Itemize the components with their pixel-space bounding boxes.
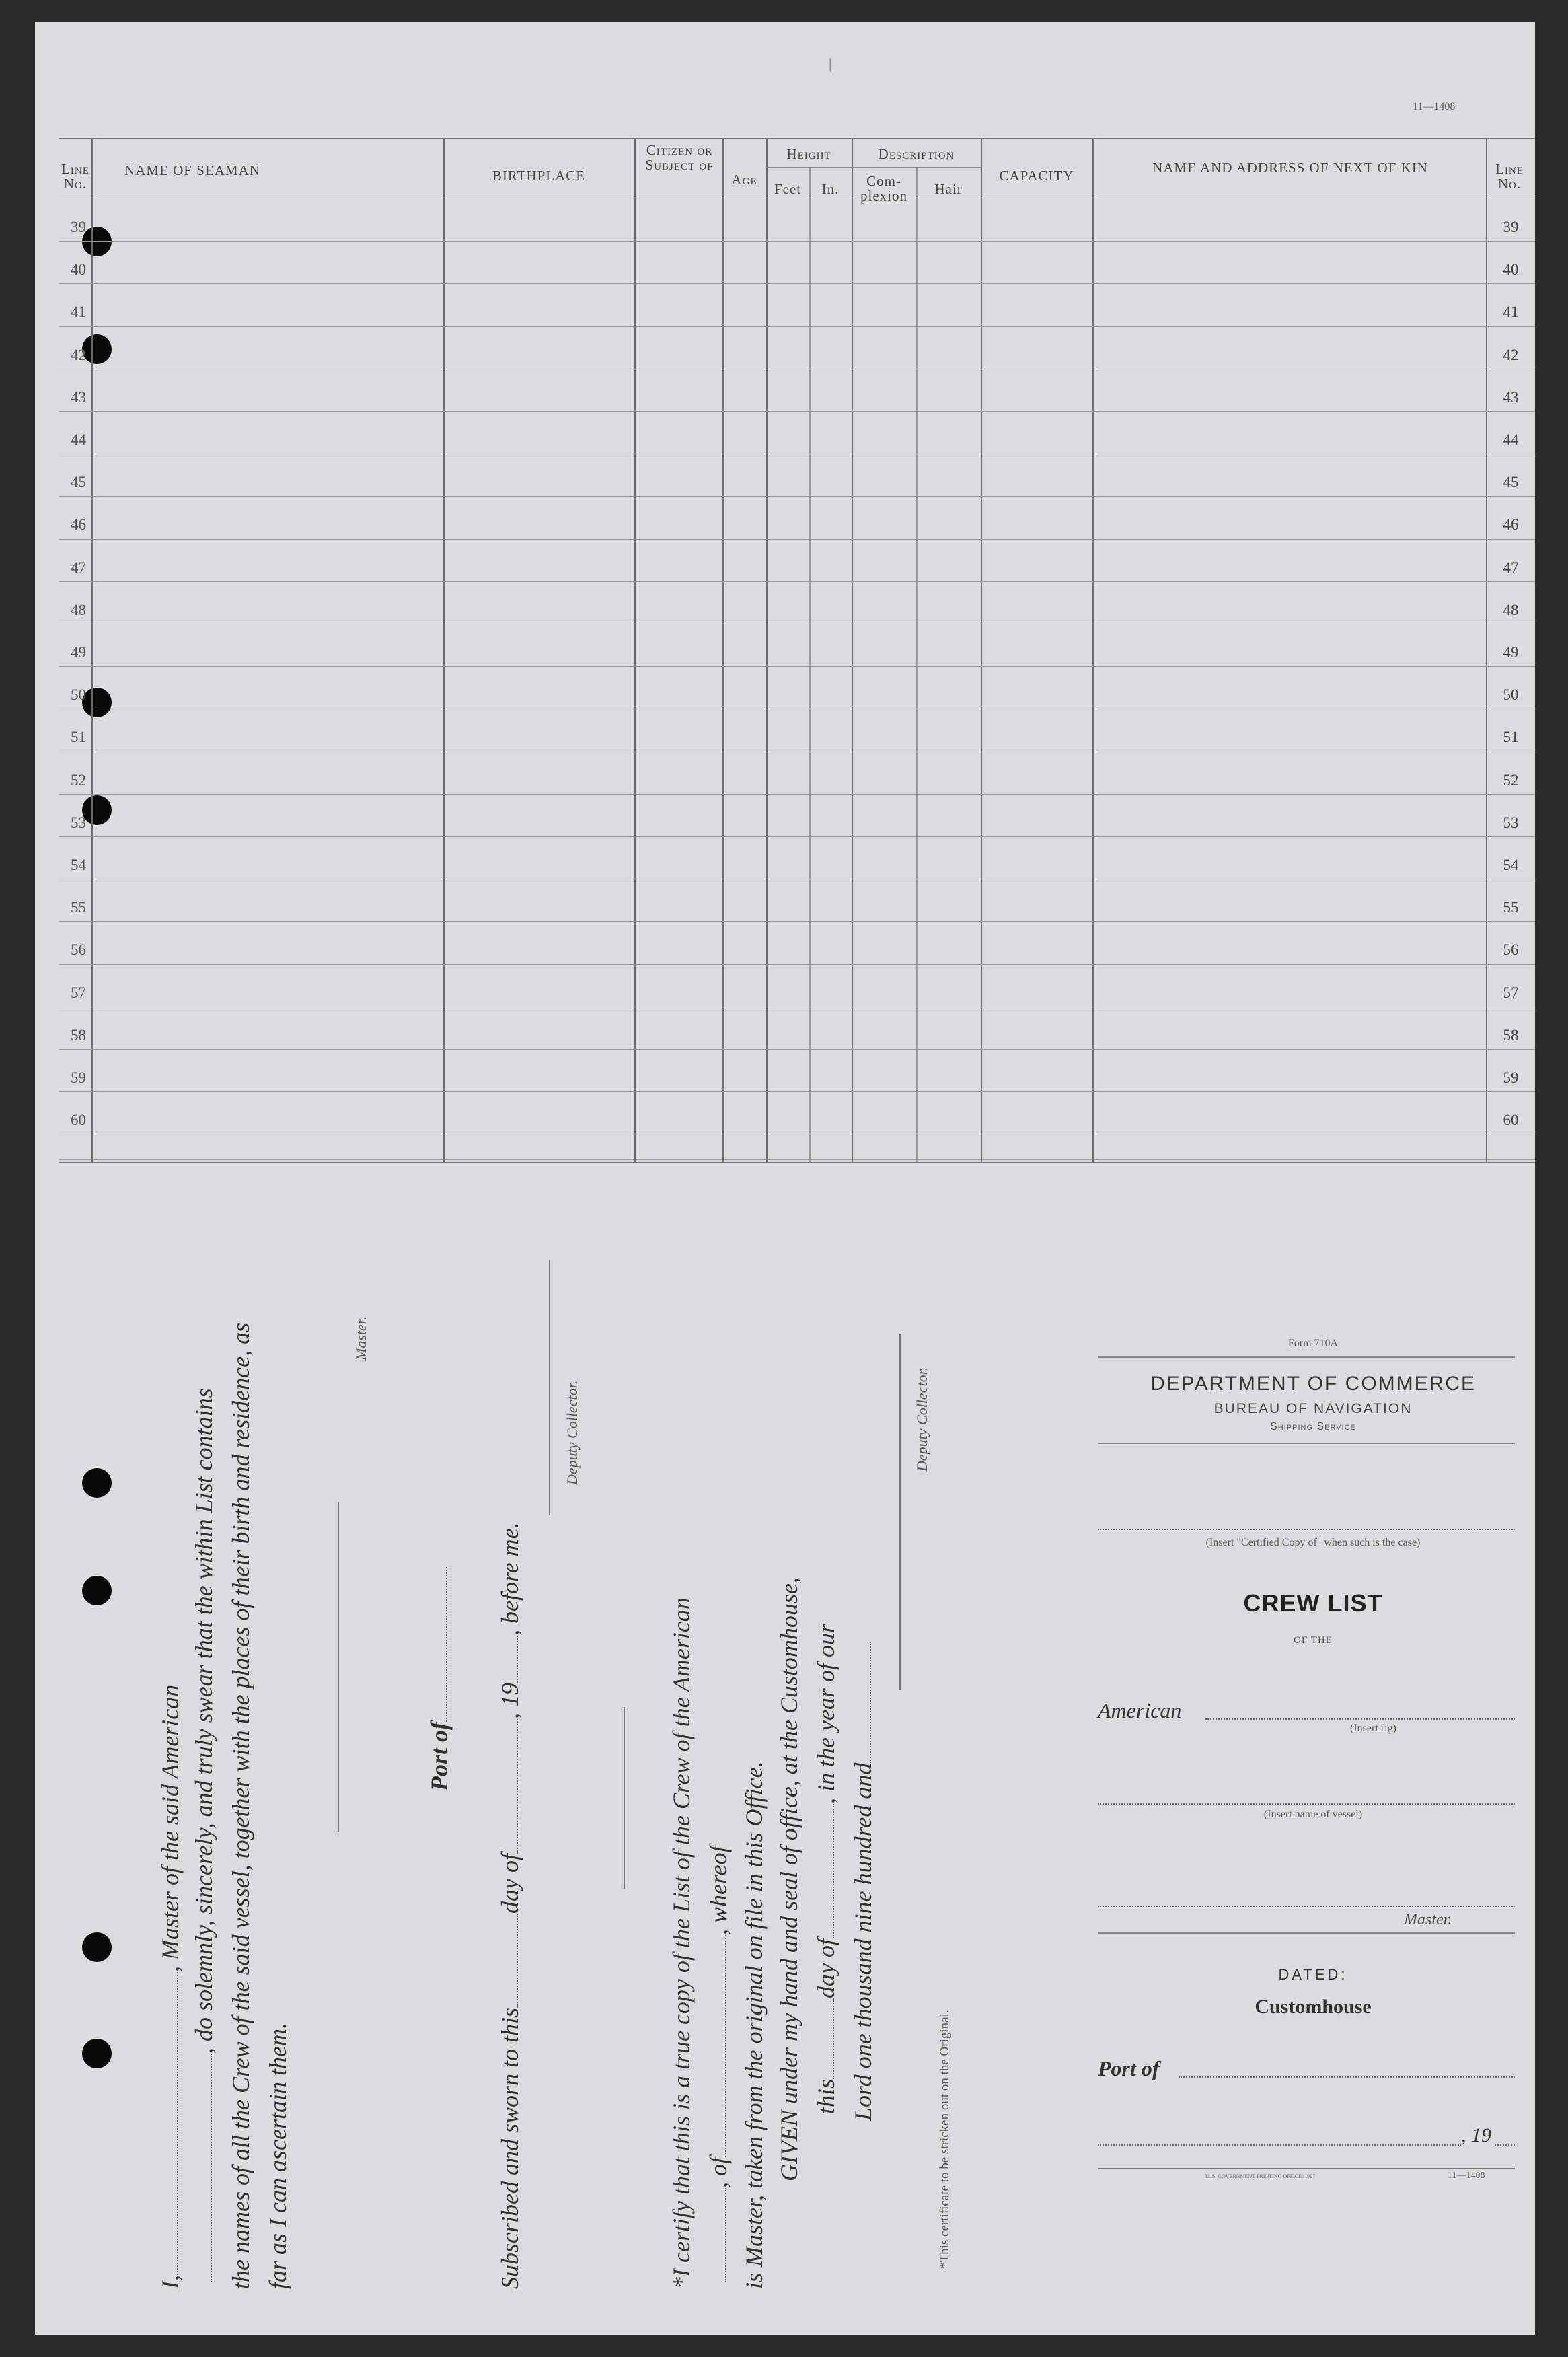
subscribed-year: , 19 [496,1682,523,1719]
table-row [59,283,1535,284]
header-complexion: Com-plexion [860,173,907,204]
row-number-right: 43 [1503,388,1519,406]
certify-whereof: , whereof [705,1846,732,1935]
port-of-label [425,1567,453,1791]
table-row [59,836,1535,837]
row-number-left: 48 [71,601,86,618]
header-feet: Feet [774,181,802,197]
row-number-left: 53 [71,813,86,831]
row-number-right: 53 [1503,813,1519,831]
subscribed-before-me: , before me. [496,1522,523,1636]
row-number-left: 39 [71,219,86,235]
row-number-right: 48 [1503,601,1519,618]
row-number-left: 40 [71,261,86,279]
row-number-right: 39 [1503,219,1519,235]
row-number-right: 42 [1503,346,1519,363]
customhouse-label: Customhouse [1255,1996,1372,2018]
row-number-left: 52 [71,771,86,789]
table-row [59,241,1535,242]
port-of-text: Port of [426,1722,453,1791]
header-birthplace: BIRTHPLACE [492,168,586,184]
certify-of: , of [705,2156,732,2188]
table-row [59,666,1535,667]
row-number-right: 52 [1503,771,1519,789]
header-next-of-kin: NAME AND ADDRESS OF NEXT OF KIN [1152,159,1428,176]
certify-line: *I certify that this is a true copy of the List of the Crew of the American [668,1597,695,2289]
department-title: DEPARTMENT OF COMMERCE [1150,1373,1477,1395]
header-capacity: CAPACITY [999,168,1074,184]
header-age: Age [731,172,757,188]
document-sheet [35,22,1535,2335]
header-line-no-left: Line No. [61,161,89,192]
subscribed-day-of: day of [496,1853,523,1914]
given-line: GIVEN under my hand and seal of office, at the Customhouse, [776,1577,802,2181]
row-number-left: 54 [71,857,86,873]
row-number-left: 44 [71,431,86,448]
lord-line [849,1642,877,2121]
this-day-line [812,1624,840,2114]
table-row [59,1091,1535,1092]
master-signature-line [338,1502,339,1832]
this-year-of-our: , in the year of our [813,1624,839,1804]
deputy-collector-line-1 [549,1260,550,1515]
master-label: Master. [352,1316,369,1361]
oath-section [89,1260,1031,2302]
port-of-cover-label: Port of [1098,2056,1160,2080]
row-number-right: 40 [1503,261,1519,279]
header-citizen: Citizen or Subject of [645,142,714,173]
oath-line-3: the names of all the Crew of the said vessel, together with the places of their birth and residence, as [227,1322,254,2289]
row-number-right: 59 [1503,1069,1519,1086]
header-hair: Hair [934,181,963,197]
header-line-no-right: Line No. [1495,161,1524,192]
of-the-label: OF THE [1294,1635,1333,1646]
this-day-of: day of [813,1938,839,1998]
table-row [59,794,1535,795]
printing-office-note: U. S. GOVERNMENT PRINTING OFFICE: 1907 [1205,2173,1316,2179]
top-mark: | [829,55,832,72]
header-height: Height [786,146,831,162]
table-row [59,326,1535,327]
table-row [59,964,1535,965]
form-code-top: 11—1408 [1413,101,1456,112]
row-number-left: 43 [71,388,86,406]
row-number-left: 55 [71,899,86,916]
certify-master-line: is Master, taken from the original on file in this Office. [741,1761,768,2289]
dated-label: DATED: [1278,1966,1348,1983]
row-number-right: 51 [1503,729,1519,746]
service-title: Shipping Service [1270,1421,1356,1433]
row-number-right: 41 [1503,303,1519,321]
row-number-left: 59 [71,1069,86,1086]
form-number: Form 710A [1287,1338,1339,1349]
row-number-left: 56 [71,941,86,959]
row-number-right: 54 [1503,857,1519,873]
table-row [59,539,1535,540]
row-number-right: 44 [1503,431,1519,448]
american-label: American [1098,1698,1182,1723]
row-number-left: 57 [71,984,86,1001]
table-row [59,496,1535,497]
table-row [59,581,1535,582]
crew-table [59,116,1535,1162]
table-row [59,921,1535,922]
row-number-right: 55 [1503,899,1519,916]
row-number-left: 58 [71,1026,86,1044]
insert-vessel-note: (Insert name of vessel) [1263,1809,1363,1820]
row-number-right: 50 [1503,686,1519,704]
row-number-left: 60 [71,1112,86,1129]
row-number-left: 47 [71,558,86,576]
table-row [59,1049,1535,1050]
master-label-cover: Master. [1404,1911,1452,1928]
lord-text: Lord one thousand nine hundred and [850,1762,876,2121]
row-number-right: 45 [1503,474,1519,491]
row-number-left: 41 [71,303,86,321]
this-text: this [813,2078,839,2114]
header-description: Description [878,146,955,162]
header-name-of-seaman: NAME OF SEAMAN [124,162,260,178]
cover-panel [1098,1300,1528,2202]
table-row [59,411,1535,412]
row-number-right: 46 [1503,516,1519,534]
oath-i-label: I, [157,2275,184,2289]
deputy-collector-label-1: Deputy Collector. [564,1380,581,1485]
subscribed-text: Subscribed and sworn to this [496,2007,523,2289]
row-number-left: 49 [71,644,86,661]
row-number-left: 50 [71,686,86,704]
row-number-right: 60 [1503,1112,1519,1129]
stroke-line [624,1707,625,1889]
row-number-right: 49 [1503,644,1519,661]
row-number-right: 58 [1503,1026,1519,1044]
cover-form-code: 11—1408 [1448,2171,1485,2181]
deputy-collector-label-2: Deputy Collector. [913,1367,930,1472]
row-number-left: 45 [71,474,86,491]
row-number-left: 42 [71,346,86,363]
oath-solemnly-swear: , do solemnly, sincerely, and truly swear that the within List contains [190,1388,217,2054]
footnote: *This certificate to be stricken out on the Original. [938,2010,952,2269]
bureau-title: BUREAU OF NAVIGATION [1214,1401,1413,1416]
oath-line-4: far as I can ascertain them. [264,2023,291,2289]
row-number-right: 56 [1503,941,1519,959]
deputy-collector-line-2 [899,1334,901,1690]
certify-of-line [704,1846,733,2282]
row-number-left: 46 [71,516,86,534]
crew-list-title: CREW LIST [1243,1589,1383,1617]
oath-master-of-american: , Master of the said American [157,1684,184,1972]
oath-line-1 [156,1685,184,2289]
insert-certified-note: (Insert "Certified Copy of" when such is the case) [1205,1537,1421,1548]
subscribed-line [496,1522,524,2289]
row-number-right: 47 [1503,558,1519,576]
year-label: , 19 [1461,2124,1491,2146]
oath-line-2 [190,1388,218,2282]
row-number-left: 51 [71,729,86,746]
insert-rig-note: (Insert rig) [1350,1723,1396,1734]
header-inches: In. [821,181,839,197]
row-number-right: 57 [1503,984,1519,1001]
